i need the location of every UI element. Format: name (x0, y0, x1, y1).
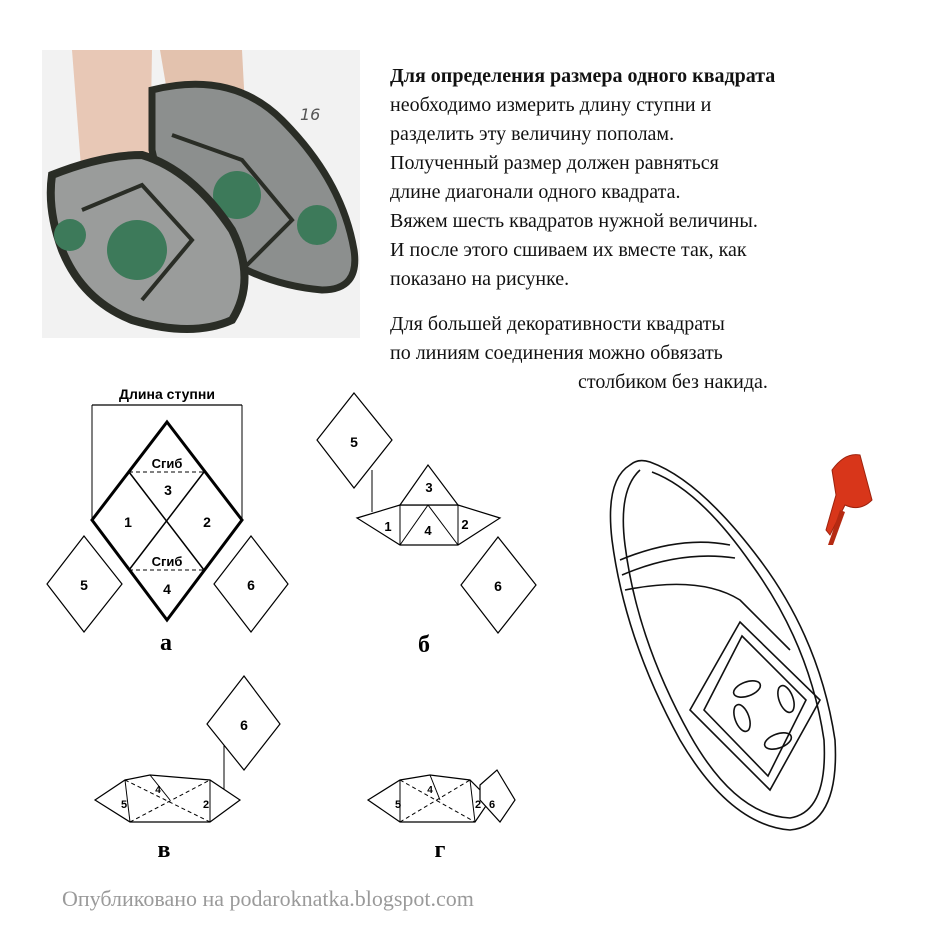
caption-b: б (418, 632, 430, 658)
photo-badge: 16 (300, 105, 321, 124)
diagram-v (95, 676, 280, 863)
caption-g: г (434, 837, 446, 863)
note-line-3: столбиком без накида. (578, 371, 768, 393)
square-4-label: 4 (155, 785, 161, 796)
square-1-label: 1 (384, 519, 392, 534)
square-5-label: 5 (350, 434, 358, 450)
intro-line-3: разделить эту величину пополам. (390, 123, 675, 145)
intro-line-1: Для определения размера одного квадрата (390, 65, 776, 87)
fold-label-top: Сгиб (151, 456, 183, 471)
note-line-2: по линиям соединения можно обвязать (390, 342, 723, 364)
square-5-label: 5 (80, 577, 88, 593)
foot-length-label: Длина ступни (119, 386, 215, 402)
square-2-label: 2 (461, 517, 469, 532)
square-2-label: 2 (203, 514, 211, 530)
intro-line-4: Полученный размер должен равняться (390, 152, 719, 174)
intro-line-7: И после этого сшиваем их вместе так, как (390, 239, 747, 261)
square-4-label: 4 (163, 581, 171, 597)
fold-label-bottom: Сгиб (151, 554, 183, 569)
square-6-label: 6 (240, 717, 248, 733)
intro-line-5: длине диагонали одного квадрата. (390, 181, 681, 203)
square-5-label: 5 (394, 799, 402, 811)
square-4-label: 4 (424, 523, 432, 538)
square-2-label: 2 (474, 799, 482, 811)
square-6-label: 6 (488, 799, 496, 811)
square-6-label: 6 (494, 578, 502, 594)
diagram-b (317, 393, 536, 658)
square-3-label: 3 (425, 480, 433, 495)
square-5-label: 5 (120, 799, 128, 811)
square-3-label: 3 (164, 482, 172, 498)
intro-line-2: необходимо измерить длину ступни и (390, 94, 712, 116)
intro-line-8: показано на рисунке. (390, 268, 570, 290)
note-line-1: Для большей декоративности квадраты (390, 313, 725, 335)
red-shoe-icon (826, 455, 872, 545)
slipper-drawing (610, 461, 835, 830)
square-6-label: 6 (247, 577, 255, 593)
square-1-label: 1 (124, 514, 132, 530)
caption-v: в (157, 837, 171, 863)
intro-line-6: Вяжем шесть квадратов нужной величины. (390, 210, 758, 232)
diagram-g (368, 770, 515, 863)
footer-credit: Опубликовано на podaroknatka.blogspot.com (62, 886, 474, 911)
square-2-label: 2 (202, 799, 210, 811)
caption-a: а (160, 630, 172, 656)
diagram-a (47, 386, 288, 656)
square-4-label: 4 (427, 785, 433, 796)
